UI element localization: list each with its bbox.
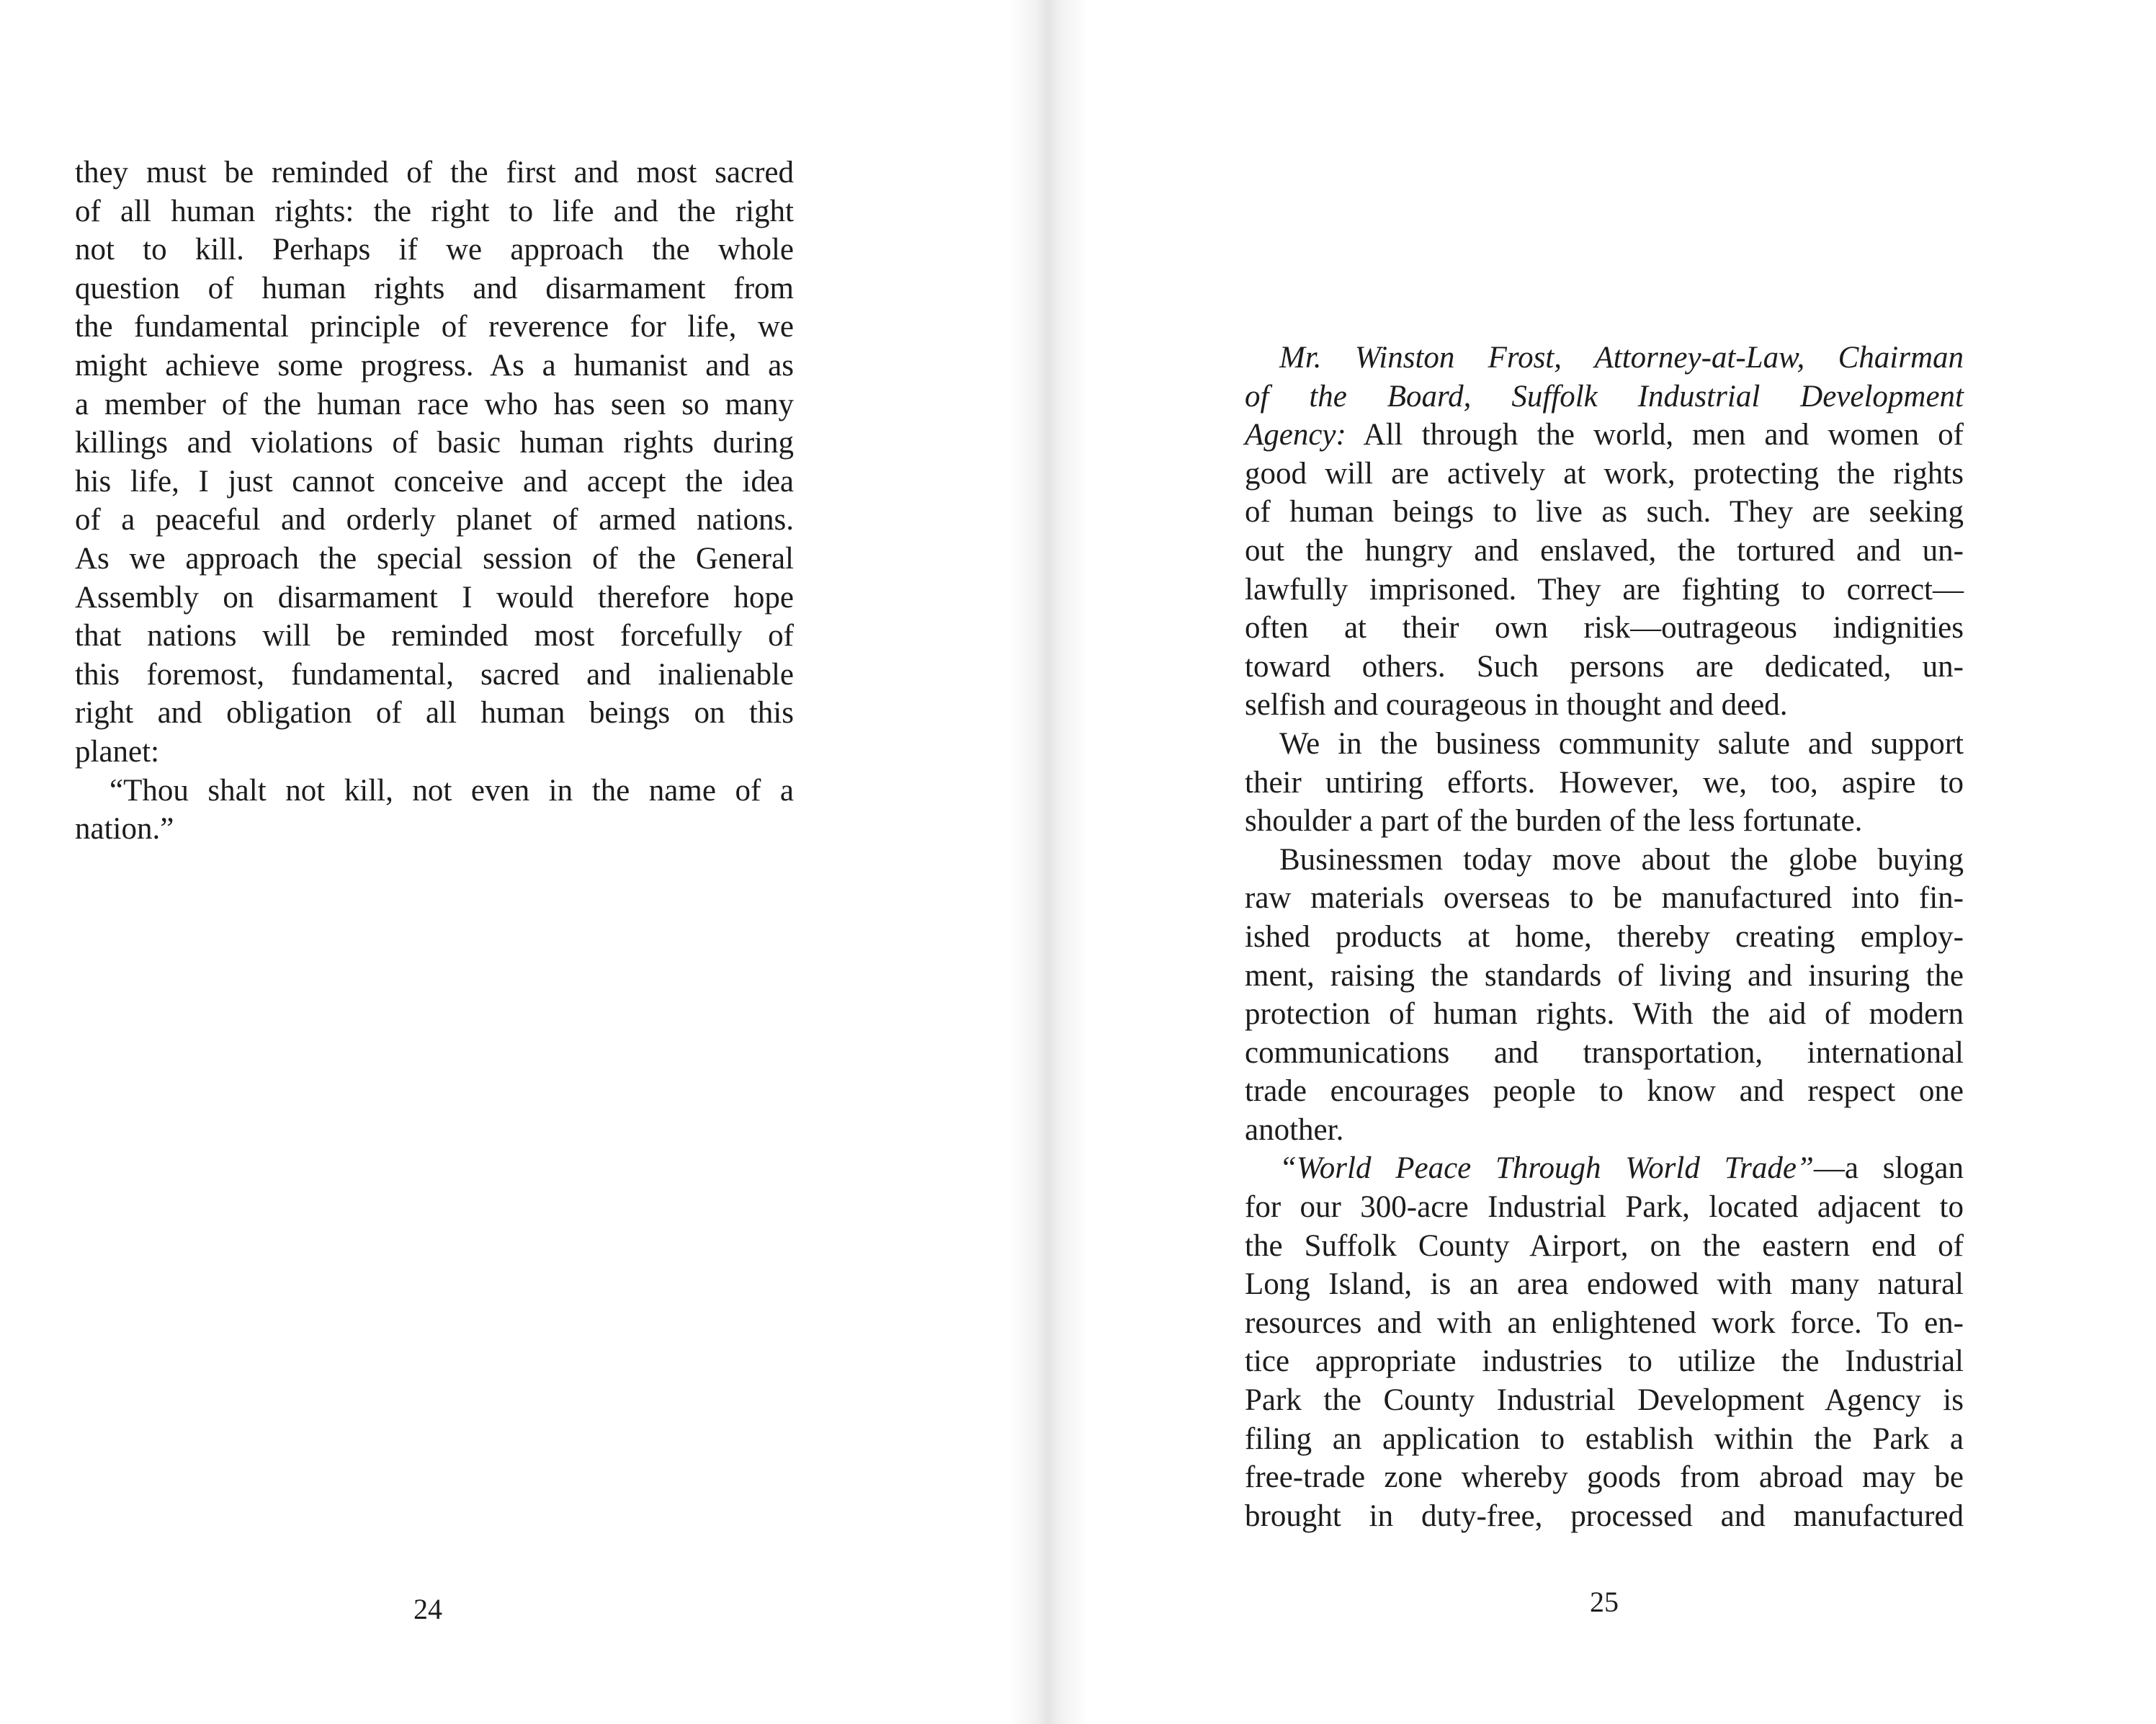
text-line: question of human rights and disarmament from <box>75 271 794 305</box>
text-line: As we approach the special session of the General <box>75 541 794 576</box>
text-line: often at their own risk—outrageous indignities <box>1245 611 1964 646</box>
speaker-agency: Agency: <box>1245 418 1346 452</box>
text-line: We in the business community salute and support <box>1279 726 1964 761</box>
quote-line: “Thou shalt not kill, not even in the name of a <box>109 773 794 808</box>
text-line: another. <box>1245 1112 1344 1147</box>
text-line: of a peaceful and orderly planet of armed nations. <box>75 503 794 537</box>
text-line: Long Island, is an area endowed with many natural <box>1245 1267 1964 1302</box>
text-line: communications and transportation, international <box>1245 1035 1964 1070</box>
text-line: lawfully imprisoned. They are fighting to correct— <box>1245 572 1964 607</box>
speaker-line: Mr. Winston Frost, Attorney-at-Law, Chairman <box>1279 341 1964 375</box>
text-line <box>1245 1149 1964 1188</box>
text-line: might achieve some progress. As a humanist and as <box>75 348 794 383</box>
text-line: this foremost, fundamental, sacred and inalienable <box>75 657 794 692</box>
text-line: his life, I just cannot conceive and accept the idea <box>75 464 794 499</box>
text-line: protection of human rights. With the aid of modern <box>1245 997 1964 1032</box>
text-line: right and obligation of all human beings on this <box>75 696 794 731</box>
text-line: shoulder a part of the burden of the less fortunate. <box>1245 804 1863 839</box>
text-line: trade encourages people to know and respect one <box>1245 1074 1964 1109</box>
text-line: Park the County Industrial Development Agency is <box>1245 1383 1964 1418</box>
text-line: of all human rights: the right to life and the right <box>75 194 794 228</box>
text-line: filing an application to establish within the Park a <box>1245 1421 1964 1456</box>
page-number-right: 25 <box>1590 1586 1619 1618</box>
text-line: good will are actively at work, protecting the rights <box>1245 456 1964 491</box>
text-line: planet: <box>75 734 160 769</box>
text-line: ished products at home, thereby creating employ- <box>1245 919 1964 954</box>
text-line: they must be reminded of the first and most sacred <box>75 156 794 189</box>
slogan-rest: —a slogan <box>1813 1151 1964 1186</box>
text-line: free-trade zone whereby goods from abroad may be <box>1245 1460 1964 1495</box>
text-line: Businessmen today move about the globe buying <box>1279 842 1964 877</box>
text-line: of human beings to live as such. They are seeking <box>1245 495 1964 530</box>
text-line: a member of the human race who has seen so many <box>75 387 794 421</box>
text-line: Assembly on disarmament I would therefore hope <box>75 580 794 615</box>
left-page <box>0 0 1037 1724</box>
left-page-text <box>75 153 794 849</box>
text-line: out the hungry and enslaved, the tortured and un- <box>1245 533 1964 568</box>
speaker-line <box>1245 416 1964 455</box>
text-line: toward others. Such persons are dedicated, un- <box>1245 649 1964 684</box>
page-number-left: 24 <box>413 1593 442 1625</box>
speaker-line: of the Board, Suffolk Industrial Development <box>1245 379 1964 414</box>
text-line: killings and violations of basic human rights during <box>75 426 794 460</box>
slogan: “World Peace Through World Trade” <box>1279 1151 1814 1186</box>
text-line: resources and with an enlightened work force. To en- <box>1245 1305 1964 1340</box>
text-line: that nations will be reminded most forcefully of <box>75 619 794 653</box>
quote-line: nation.” <box>75 812 174 847</box>
text-line: ment, raising the standards of living and insuring the <box>1245 958 1964 993</box>
text-line: the Suffolk County Airport, on the eastern end of <box>1245 1228 1964 1263</box>
text-line: brought in duty-free, processed and manufactured <box>1245 1499 1964 1533</box>
text-line: for our 300-acre Industrial Park, located adjacent to <box>1245 1190 1964 1225</box>
text-line: raw materials overseas to be manufactured into fin- <box>1245 881 1964 916</box>
text-line: tice appropriate industries to utilize the Industrial <box>1245 1344 1964 1379</box>
right-page-text <box>1245 339 1964 1535</box>
text-line: selfish and courageous in thought and deed. <box>1245 688 1788 723</box>
text-line: not to kill. Perhaps if we approach the whole <box>75 233 794 267</box>
text-line: their untiring efforts. However, we, too, aspire to <box>1245 765 1964 800</box>
text-line: the fundamental principle of reverence for life, we <box>75 310 794 344</box>
speaker-line-rest: All through the world, men and women of <box>1346 418 1964 452</box>
